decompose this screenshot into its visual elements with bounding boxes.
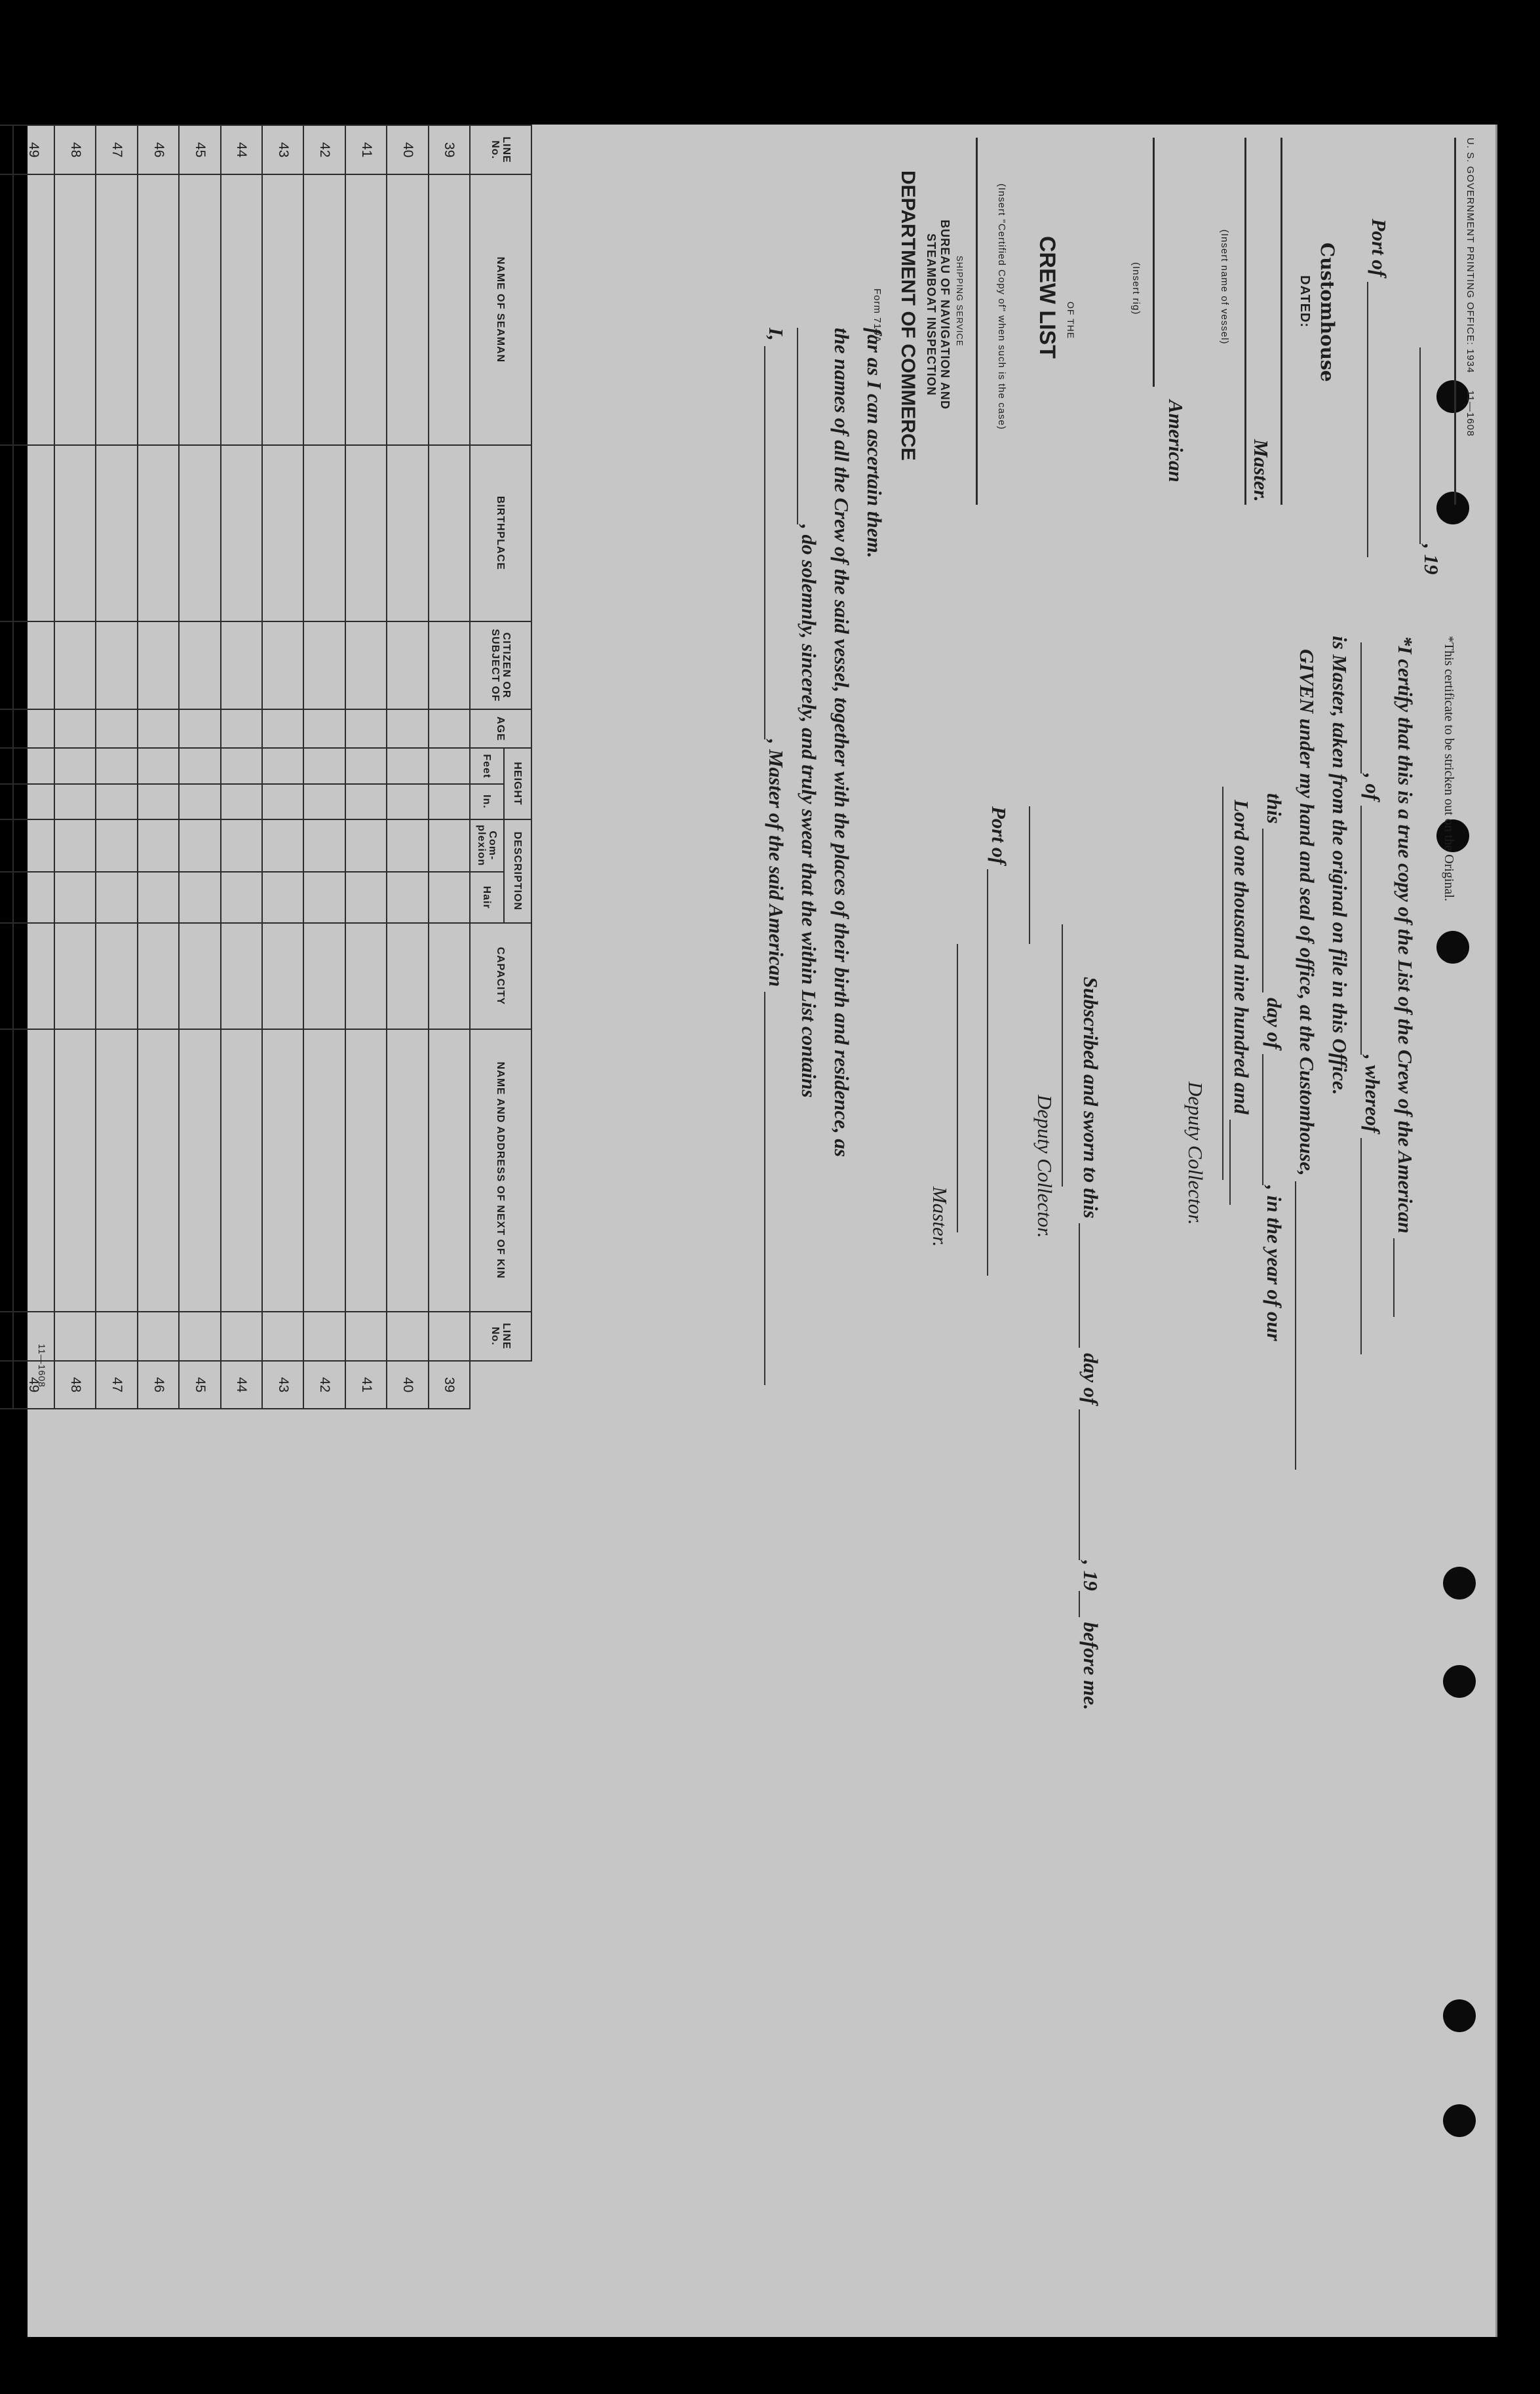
rule [976,138,978,505]
table-cell[interactable] [54,709,96,748]
table-cell[interactable] [138,174,179,444]
table-row [54,125,96,1409]
table-cell[interactable] [262,923,303,1029]
table-cell[interactable] [221,819,262,873]
header-feet: Feet [470,748,504,784]
table-row [345,125,387,1409]
form-code: 11—1608 [1465,390,1476,437]
table-cell[interactable] [96,923,137,1029]
rule [1454,138,1456,505]
year-label: , 19 [1420,544,1443,575]
table-cell[interactable] [179,621,220,709]
header-hair: Hair [470,872,504,923]
table-cell[interactable] [262,174,303,444]
table-cell[interactable] [54,445,96,621]
line-number-right: 47 [96,1361,137,1409]
crew-list-title: CREW LIST [1035,236,1060,359]
department-label: DEPARTMENT OF COMMERCE [897,170,919,461]
certificate-line3-text: GIVEN under my hand and seal of office, at the Customhouse, [1296,649,1319,1176]
table-cell[interactable] [262,1029,303,1312]
table-cell[interactable] [387,784,428,819]
certificate-day-of-label: day of [1263,998,1286,1050]
table-cell[interactable] [303,923,345,1029]
table-cell[interactable] [345,1029,387,1312]
table-cell[interactable] [179,819,220,873]
table-cell[interactable] [303,872,345,923]
table-cell[interactable] [221,174,262,444]
table-row [303,125,345,1409]
table-cell[interactable] [387,1312,428,1361]
table-cell[interactable] [0,621,13,709]
table-cell[interactable] [262,872,303,923]
table-cell[interactable] [138,784,179,819]
table-cell[interactable] [429,748,470,784]
line-number-right: 43 [262,1361,303,1409]
oath-port-of-label: Port of [988,806,1011,865]
table-cell[interactable] [262,784,303,819]
table-cell[interactable] [138,1029,179,1312]
printing-office-note [1465,138,1476,437]
table-cell[interactable] [54,1029,96,1312]
line-number-right: 42 [303,1361,345,1409]
table-cell[interactable] [96,1312,137,1361]
table-cell[interactable] [54,174,96,444]
table-cell[interactable] [96,709,137,748]
table-cell[interactable] [179,709,220,748]
rule [1244,138,1246,505]
table-cell[interactable] [54,1312,96,1361]
table-cell[interactable] [54,872,96,923]
table-cell[interactable] [387,819,428,873]
table-cell[interactable] [54,819,96,873]
oath-line2 [797,328,820,1097]
table-cell[interactable] [303,445,345,621]
line-number-right: 48 [54,1361,96,1409]
document-page [28,125,1497,2337]
header-citizen: CITIZEN OR SUBJECT OF [470,621,531,709]
line-number-right: 39 [429,1361,470,1409]
table-row [96,125,137,1409]
table-cell[interactable] [179,748,220,784]
certified-copy-note: (Insert "Certified Copy of" when such is the case) [996,184,1007,430]
header-birthplace: BIRTHPLACE [470,445,531,621]
table-cell[interactable] [96,819,137,873]
table-cell[interactable] [387,445,428,621]
oath-i-label: I, [765,328,788,341]
certificate-footnote: *This certificate to be stricken out on the Original. [1442,636,1456,901]
table-cell[interactable] [221,923,262,1029]
table-cell[interactable] [345,1312,387,1361]
table-cell[interactable] [429,872,470,923]
table-row [387,125,428,1409]
table-cell[interactable] [221,445,262,621]
table-cell[interactable] [303,174,345,444]
table-cell[interactable] [179,445,220,621]
table-cell[interactable] [138,748,179,784]
table-cell[interactable] [387,709,428,748]
oath-master-label: Master. [929,1187,952,1247]
table-cell[interactable] [262,1312,303,1361]
line-number: 44 [221,125,262,174]
table-cell[interactable] [96,784,137,819]
table-cell[interactable] [387,923,428,1029]
table-cell[interactable] [345,784,387,819]
certificate-line4 [1262,793,1286,1341]
line-number: 46 [138,125,179,174]
table-cell[interactable] [0,709,13,748]
table-row [221,125,262,1409]
table-cell[interactable] [13,1312,54,1361]
header-line-no: LINE No. [470,125,531,174]
table-cell[interactable] [345,709,387,748]
table-cell[interactable] [429,621,470,709]
table-cell[interactable] [0,1029,13,1312]
master-label: Master. [1250,439,1273,502]
header-line-no-right: LINE No. [470,1312,531,1361]
table-cell[interactable] [138,621,179,709]
table-cell[interactable] [303,1029,345,1312]
table-cell[interactable] [262,819,303,873]
line-number-right: 41 [345,1361,387,1409]
certificate-deputy-collector: Deputy Collector. [1184,1082,1207,1225]
customhouse-label: Customhouse [1317,243,1338,382]
table-row [429,125,470,1409]
table-cell[interactable] [345,872,387,923]
table-row [138,125,179,1409]
table-cell[interactable] [13,748,54,784]
line-number-right: 40 [387,1361,428,1409]
table-cell[interactable] [221,621,262,709]
table-cell[interactable] [138,445,179,621]
header-capacity: CAPACITY [470,923,531,1029]
of-the-label: OF THE [1066,302,1076,340]
table-cell[interactable] [303,748,345,784]
table-cell[interactable] [345,621,387,709]
certificate-of-label: , of [1361,774,1384,801]
header-complexion: Com- plexion [470,819,504,873]
table-cell[interactable] [221,784,262,819]
certificate-line2: is Master, taken from the original on file in this Office. [1328,636,1351,1095]
table-cell[interactable] [13,819,54,873]
certificate-this-label: this [1263,793,1286,824]
table-cell[interactable] [96,445,137,621]
bottom-form-code: 11—1608 [37,1344,47,1388]
certificate-line1-text: *I certify that this is a true copy of the List of the Crew of the American [1394,636,1417,1234]
table-cell[interactable] [221,1029,262,1312]
table-cell[interactable] [221,1312,262,1361]
table-cell[interactable] [387,621,428,709]
printing-office-text: U. S. GOVERNMENT PRINTING OFFICE: 1934 [1465,138,1476,374]
header-description: DESCRIPTION [504,819,531,924]
table-cell[interactable] [387,1029,428,1312]
header-next-of-kin: NAME AND ADDRESS OF NEXT OF KIN [470,1029,531,1312]
table-cell[interactable] [429,819,470,873]
american-label: American [1165,400,1187,482]
table-row [0,125,13,1409]
form-number: Form 710A [872,288,883,343]
table-row [179,125,220,1409]
table-cell[interactable] [13,923,54,1029]
certificate-line5-text: Lord one thousand nine hundred and [1230,800,1253,1114]
certificate-line5 [1229,800,1253,1205]
table-cell[interactable] [221,748,262,784]
dated-label: DATED: [1298,275,1312,328]
crew-table [0,125,532,1409]
certificate-line1 [1393,636,1417,1317]
oath-master-line [957,944,958,1232]
table-cell[interactable] [138,819,179,873]
table-cell[interactable] [262,621,303,709]
oath-seal-line [1029,806,1030,944]
oath-line2-text: , do solemnly, sincerely, and truly swear that the within List contains [798,524,820,1098]
table-cell[interactable] [262,709,303,748]
table-cell[interactable] [387,174,428,444]
rule [1280,138,1282,505]
header-age: AGE [470,709,531,748]
insert-rig-note: (Insert rig) [1130,262,1142,315]
oath-subscribed-text: Subscribed and sworn to this [1079,977,1102,1219]
table-cell[interactable] [13,445,54,621]
crew-table-header-top [504,125,531,1409]
table-cell[interactable] [179,923,220,1029]
table-cell[interactable] [0,872,13,923]
table-cell[interactable] [96,748,137,784]
table-cell[interactable] [138,923,179,1029]
oath-day-of-label: day of [1079,1353,1102,1405]
table-cell[interactable] [0,819,13,873]
certificate-of-line [1360,642,1384,1354]
table-cell[interactable] [179,1312,220,1361]
table-cell[interactable] [13,1029,54,1312]
table-cell[interactable] [13,709,54,748]
table-cell[interactable] [0,748,13,784]
line-number-right [0,1361,13,1409]
line-number: 41 [345,125,387,174]
oath-line3: the names of all the Crew of the said vessel, together with the places of their birth and residence, as [830,328,853,1157]
certificate-line3 [1295,649,1319,1470]
table-cell[interactable] [262,748,303,784]
certificate-in-year-label: , in the year of our [1263,1185,1286,1341]
table-cell[interactable] [221,709,262,748]
crew-table-body [0,125,470,1409]
table-cell[interactable] [13,872,54,923]
port-of-field [1367,138,1391,557]
table-cell[interactable] [429,445,470,621]
table-cell[interactable] [138,1312,179,1361]
table-cell[interactable] [179,174,220,444]
table-cell[interactable] [303,1312,345,1361]
table-cell[interactable] [387,748,428,784]
table-cell[interactable] [54,621,96,709]
table-cell[interactable] [303,709,345,748]
line-number: 39 [429,125,470,174]
table-cell[interactable] [13,174,54,444]
table-cell[interactable] [54,784,96,819]
line-number: 42 [303,125,345,174]
inverted-sheet [28,125,1495,2337]
oath-master-of-label: , Master of the said American [765,739,788,987]
table-cell[interactable] [54,748,96,784]
table-cell[interactable] [303,819,345,873]
table-cell[interactable] [429,1312,470,1361]
table-cell[interactable] [179,784,220,819]
table-cell[interactable] [138,872,179,923]
table-cell[interactable] [96,621,137,709]
line-number [0,125,13,174]
crew-list-form [26,125,1495,1710]
table-cell[interactable] [0,174,13,444]
table-cell[interactable] [179,1029,220,1312]
table-cell[interactable] [54,923,96,1029]
oath-line4: far as I can ascertain them. [863,328,886,559]
table-cell[interactable] [96,872,137,923]
line-number-right: 46 [138,1361,179,1409]
table-row [13,125,54,1409]
table-cell[interactable] [345,923,387,1029]
line-number: 49 [13,125,54,174]
table-cell[interactable] [0,445,13,621]
table-cell[interactable] [429,784,470,819]
year-field [1419,347,1443,575]
header-inches: In. [470,784,504,819]
table-cell[interactable] [345,445,387,621]
table-cell[interactable] [387,872,428,923]
table-cell[interactable] [0,1312,13,1361]
rule [1153,138,1155,387]
oath-signature-line [1062,924,1063,1187]
line-number-right: 49 [13,1361,54,1409]
line-number: 40 [387,125,428,174]
header-name-of-seaman: NAME OF SEAMAN [470,174,531,444]
table-cell[interactable] [429,709,470,748]
table-cell[interactable] [345,819,387,873]
oath-line1 [764,328,788,1385]
line-number: 45 [179,125,220,174]
oath-before-me-label: before me. [1079,1622,1102,1710]
table-cell[interactable] [429,174,470,444]
oath-19-label: , 19 [1079,1560,1102,1591]
line-number: 48 [54,125,96,174]
table-cell[interactable] [262,445,303,621]
table-cell[interactable] [0,784,13,819]
port-of-label: Port of [1368,218,1391,277]
shipping-service-label: SHIPPING SERVICE [955,256,965,347]
table-cell[interactable] [179,872,220,923]
table-cell[interactable] [429,923,470,1029]
table-row [262,125,303,1409]
oath-port-of-line [987,806,1011,1276]
bureau-label: BUREAU OF NAVIGATION AND STEAMBOAT INSPECTION [925,220,952,410]
table-cell[interactable] [13,784,54,819]
insert-vessel-note: (Insert name of vessel) [1219,229,1230,345]
table-cell[interactable] [303,784,345,819]
table-cell[interactable] [303,621,345,709]
table-cell[interactable] [345,174,387,444]
table-cell[interactable] [429,1029,470,1312]
table-cell[interactable] [345,748,387,784]
certificate-signature-line [1222,787,1223,1180]
table-cell[interactable] [96,1029,137,1312]
table-cell[interactable] [0,923,13,1029]
oath-subscribed-line [1079,977,1102,1710]
table-cell[interactable] [221,872,262,923]
line-number: 43 [262,125,303,174]
header-height: HEIGHT [504,748,531,819]
table-cell[interactable] [96,174,137,444]
line-number-right: 44 [221,1361,262,1409]
oath-deputy-collector: Deputy Collector. [1033,1095,1056,1238]
table-cell[interactable] [13,621,54,709]
table-cell[interactable] [138,709,179,748]
certificate-whereof-label: , whereof [1361,1055,1384,1133]
line-number: 47 [96,125,137,174]
line-number-right: 45 [179,1361,220,1409]
